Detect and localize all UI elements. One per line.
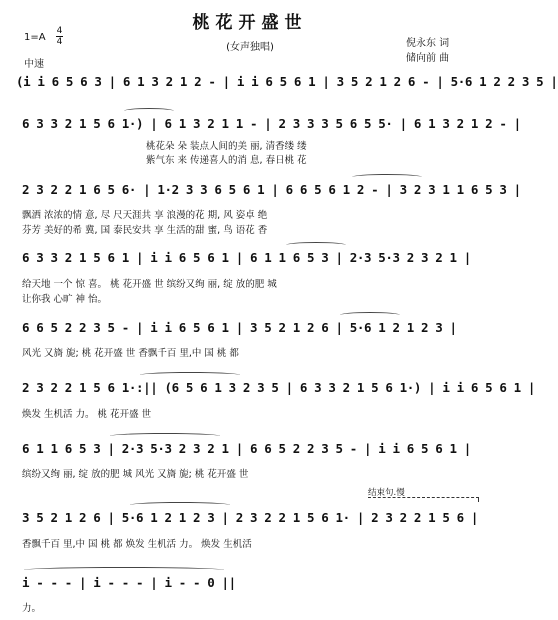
lyric-row-5: 风光 又旖 旎; 桃 花开盛 世 香飘千百 里,中 国 桃 都 [22, 348, 239, 359]
slur-mark [110, 433, 220, 439]
notation-row-6: 2 3 2 2 1 5 6 1·:|| (6 5 6 1 3 2 3 5 | 6 3 3 2 1 5 6 1·) | i i 6 5 6 1 | [22, 380, 536, 395]
slur-mark [130, 502, 230, 508]
time-denominator: 4 [56, 37, 63, 47]
composer-credit: 储向前 曲 [406, 53, 450, 64]
lyricist-credit: 倪永东 词 [406, 38, 450, 49]
slur-mark [124, 108, 174, 114]
slur-mark [24, 567, 224, 573]
lyric-row-4-verse-2: 让你我 心旷 神 怡。 [22, 294, 108, 305]
lyric-row-7: 缤纷又绚 丽, 绽 放的肥 城 风光 又旖 旎; 桃 花开盛 世 [22, 469, 249, 480]
lyric-row-6: 焕发 生机活 力。 桃 花开盛 世 [22, 409, 152, 420]
ending-bracket [368, 497, 479, 502]
lyric-row-3-verse-2: 芬芳 美好的希 冀, 国 泰民安共 享 生活的甜 蜜, 鸟 语花 香 [22, 225, 268, 236]
notation-row-2: 6 3 3 2 1 5 6 1·) | 6 1 3 2 1 1 - | 2 3 3 3 5 6 5 5· | 6 1 3 2 1 2 - | [22, 116, 521, 131]
song-subtitle: (女声独唱) [226, 42, 274, 53]
lyric-row-2-verse-2: 紫气东 来 传递喜人的消 息, 春日桃 花 [146, 155, 307, 166]
notation-row-7: 6 1 1 6 5 3 | 2·3 5·3 2 3 2 1 | 6 6 5 2 2 3 5 - | i i 6 5 6 1 | [22, 441, 471, 456]
song-title: 桃花开盛世 [192, 13, 308, 33]
slur-mark [140, 372, 240, 378]
ending-label: 结束句.慢 [368, 488, 405, 498]
slur-mark [352, 174, 422, 180]
lyric-row-9: 力。 [22, 603, 42, 614]
lyric-row-2-verse-1: 桃花朵 朵 装点人间的美 丽, 清香缕 缕 [146, 141, 307, 152]
lyric-row-3-verse-1: 飘洒 浓浓的情 意, 尽 尺天涯共 享 浪漫的花 期, 风 姿卓 绝 [22, 210, 268, 221]
tempo-marking: 中速 [24, 59, 44, 70]
time-numerator: 4 [56, 26, 63, 36]
notation-row-3: 2 3 2 2 1 6 5 6· | 1·2 3 3 6 5 6 1 | 6 6 5 6 1 2 - | 3 2 3 1 1 6 5 3 | [22, 182, 521, 197]
notation-row-9: i - - - | i - - - | i - - 0 || [22, 575, 236, 590]
notation-row-8: 3 5 2 1 2 6 | 5·6 1 2 1 2 3 | 2 3 2 2 1 5 6 1· | 2 3 2 2 1 5 6 | [22, 510, 479, 525]
time-signature [56, 26, 63, 47]
slur-mark [286, 242, 346, 248]
key-signature: 1=A [24, 32, 46, 43]
credits [406, 36, 449, 66]
slur-mark [340, 312, 400, 318]
notation-row-5: 6 6 5 2 2 3 5 - | i i 6 5 6 1 | 3 5 2 1 2 6 | 5·6 1 2 1 2 3 | [22, 320, 457, 335]
lyric-row-8: 香飘千百 里,中 国 桃 都 焕发 生机活 力。 焕发 生机活 [22, 539, 252, 550]
notation-row-4: 6 3 3 2 1 5 6 1 | i i 6 5 6 1 | 6 1 1 6 5 3 | 2·3 5·3 2 3 2 1 | [22, 250, 471, 265]
notation-row-1: (i i 6 5 6 3 | 6 1 3 2 1 2 - | i i 6 5 6 1 | 3 5 2 1 2 6 - | 5·6 1 2 2 3 5 | [16, 74, 558, 89]
lyric-row-4-verse-1: 给天地 一个 惊 喜。 桃 花开盛 世 缤纷又绚 丽, 绽 放的肥 城 [22, 279, 277, 290]
